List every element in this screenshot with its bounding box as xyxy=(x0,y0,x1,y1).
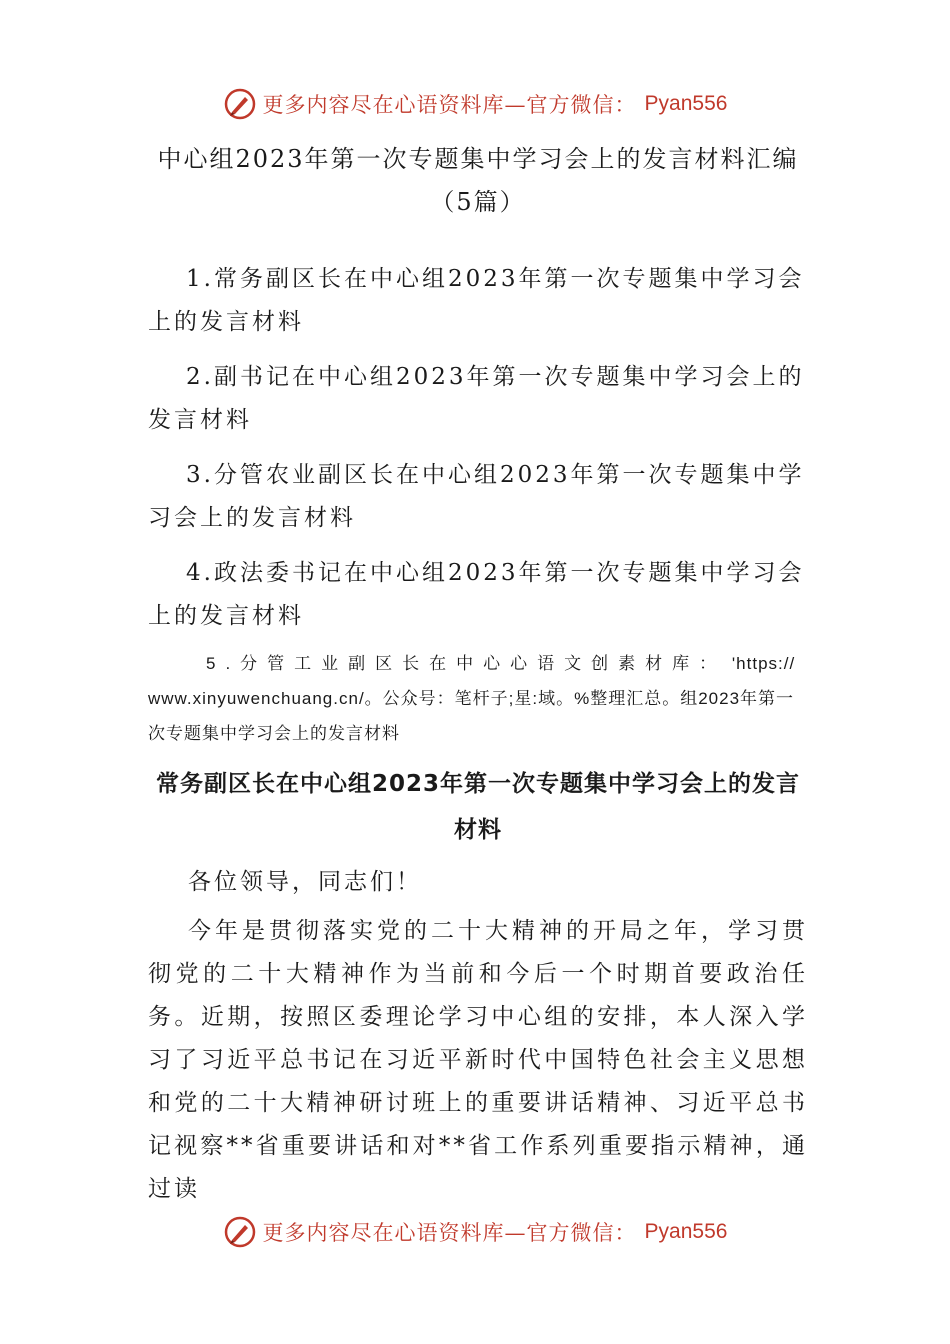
salutation: 各位领导，同志们！ xyxy=(188,869,422,895)
footer-banner xyxy=(0,1210,950,1254)
document-body xyxy=(148,138,808,1217)
header-wechat-id: Pyan556 xyxy=(644,92,728,115)
toc-item-5 xyxy=(148,646,808,751)
pen-logo-icon xyxy=(223,87,257,121)
toc-item-3: 3.分管农业副区长在中心组2023年第一次专题集中学习会上的发言材料 xyxy=(148,462,805,531)
header-banner-text: 更多内容尽在心语资料库—官方微信： xyxy=(262,93,637,117)
header-banner xyxy=(0,82,950,126)
toc-item-4: 4.政法委书记在中心组2023年第一次专题集中学习会上的发言材料 xyxy=(148,560,805,629)
toc-item-5-lead: 5.分管工业副区长在中心心语文创素材库： xyxy=(206,654,727,673)
pen-logo-icon xyxy=(223,1215,257,1249)
section-title: 常务副区长在中心组2023年第一次专题集中学习会上的发言材料 xyxy=(155,771,800,843)
footer-wechat-id: Pyan556 xyxy=(644,1220,728,1243)
body-paragraph: 今年是贯彻落实党的二十大精神的开局之年，学习贯彻党的二十大精神作为当前和今后一个时期首要政治任务。近期，按照区委理论学习中心组的安排，本人深入学习了习近平总书记在习近平新时代中国特色社会主义思想和党的二十大精神研讨班上的重要讲话精神、习近平总书记视察**省重要讲话和对**省工作系列重要指示精神，通过读 xyxy=(148,918,808,1202)
toc-item-2: 2.副书记在中心组2023年第一次专题集中学习会上的发言材料 xyxy=(148,364,805,433)
toc-item-1: 1.常务副区长在中心组2023年第一次专题集中学习会上的发言材料 xyxy=(148,266,805,335)
document-title: 中心组2023年第一次专题集中学习会上的发言材料汇编（5篇） xyxy=(157,145,799,216)
footer-banner-text: 更多内容尽在心语资料库—官方微信： xyxy=(262,1221,637,1245)
toc-item-5-rest: 'https://www.xinyuwenchuang.cn/。公众号：笔杆子;星:域。%整理汇总。组2023年第一次专题集中学习会上的发言材料 xyxy=(148,654,796,743)
